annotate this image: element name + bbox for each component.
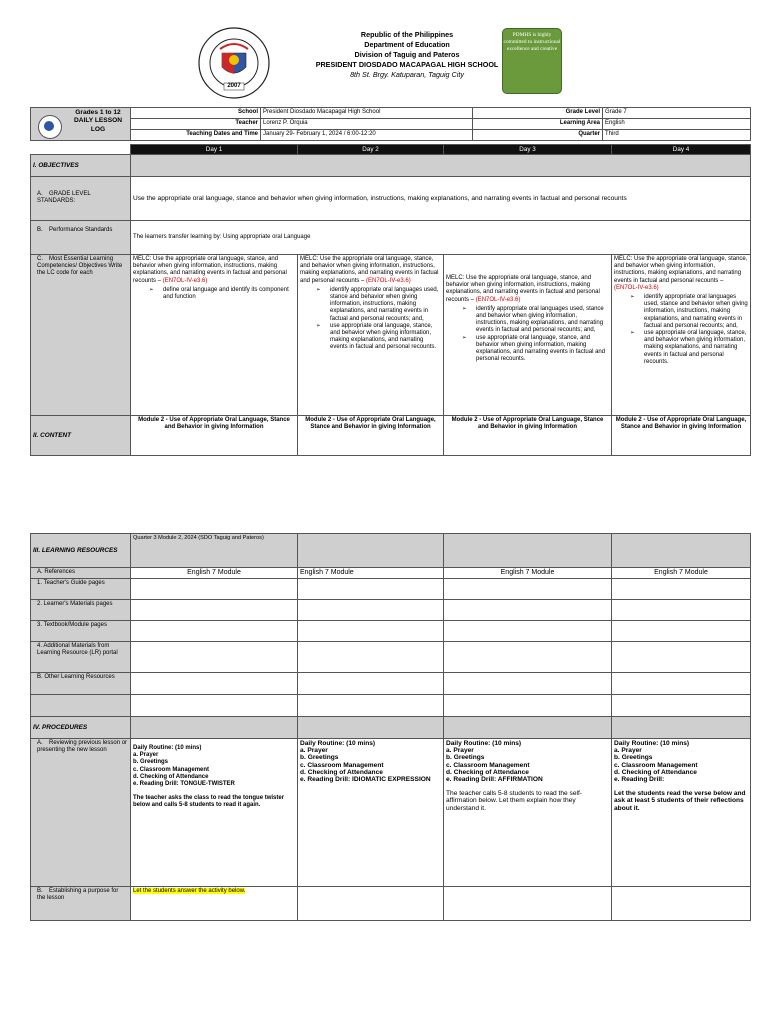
content-day-3: Module 2 - Use of Appropriate Oral Language, Stance and Behavior in giving Information xyxy=(444,416,612,456)
grade-level-standards-text: Use the appropriate oral language, stance and behavior when giving information, instructions, making explanations, and narrating events in factual and personal recounts xyxy=(131,177,751,221)
teaching-dates-label: Teaching Dates and Time xyxy=(131,130,261,141)
objective-bullet: ➢ use appropriate oral language, stance, and behavior when giving information, making explanations, and narrating events in factual and personal recounts. xyxy=(644,330,748,366)
reference-day-4: English 7 Module xyxy=(612,568,751,579)
learning-area-label: Learning Area xyxy=(473,119,603,130)
log-title-1: DAILY LESSON xyxy=(73,117,122,125)
other-resources-label: B. Other Learning Resources xyxy=(31,673,131,695)
reference-day-1: English 7 Module xyxy=(131,568,298,579)
reference-day-3: English 7 Module xyxy=(444,568,612,579)
establishing-purpose-label: B. Establishing a purpose for the lesson xyxy=(31,887,131,921)
objective-bullet: ➢ use appropriate oral language, stance, and behavior when giving information, making explanations, and narrating events in factual and personal recounts. xyxy=(330,323,441,352)
objectives-heading: I. OBJECTIVES xyxy=(31,155,131,177)
objective-bullet: ➢ use appropriate oral language, stance, and behavior when giving information, making explanations, and narrating events in factual and personal recounts. xyxy=(476,335,609,364)
references-label: A. References xyxy=(31,568,131,579)
procedure-a-day-3: Daily Routine: (10 mins) a. Prayer b. Greetings c. Classroom Management d. Checking of Attendance e. Reading Drill: AFFIRMATION The teacher calls 5-8 students to read the self-affirmation below. Let them explain how they understand it. xyxy=(444,739,612,887)
learning-area-value: English xyxy=(603,119,751,130)
textbook-label: 3. Textbook/Module pages xyxy=(31,621,131,642)
deped-logo xyxy=(38,115,62,139)
grade-level-label: Grade Level xyxy=(473,108,603,119)
procedures-heading: IV. PROCEDURES xyxy=(31,717,131,739)
competency-day-1: MELC: Use the appropriate oral language, stance, and behavior when giving information, instructions, making explanations, and narrating events in factual and personal recounts – (EN7OL-IV-e3.6) ➢ define oral language and identify its component and function xyxy=(131,255,298,416)
log-title-2: LOG xyxy=(90,125,106,133)
additional-materials-label: 4. Additional Materials from Learning Resource (LR) portal xyxy=(31,642,131,673)
objective-bullet: ➢ identify appropriate oral languages used, stance and behavior when giving information, instructions, making explanations, and narrating events in factual and personal recounts; and, xyxy=(476,306,609,335)
log-info-table xyxy=(30,107,751,141)
procedure-b-day-1: Let the students answer the activity below. xyxy=(131,887,298,921)
grade-level-value: Grade 7 xyxy=(603,108,751,119)
header-deped: Department of Education xyxy=(364,40,450,49)
school-seal-logo xyxy=(198,27,270,99)
reviewing-lesson-label: A. Reviewing previous lesson or presenting the new lesson xyxy=(31,739,131,887)
teachers-guide-label: 1. Teacher's Guide pages xyxy=(31,579,131,600)
day-2-header: Day 2 xyxy=(298,145,444,155)
quarter-value: Third xyxy=(603,130,751,141)
competencies-label: C. Most Essential Learning Competencies/ Objectives Write the LC code for each xyxy=(31,255,131,416)
reference-day-2: English 7 Module xyxy=(298,568,444,579)
log-grades: Grades 1 to 12 xyxy=(75,109,121,116)
resources-note: Quarter 3 Module 2, 2024 (SDO Taguig and Pateros) xyxy=(131,534,298,568)
objective-bullet: ➢ identify appropriate oral languages used, stance and behavior when giving information, instructions, making explanations, and narrating events in factual and personal recounts; and, xyxy=(644,294,748,330)
learners-materials-label: 2. Learner's Materials pages xyxy=(31,600,131,621)
performance-standards-text: The learners transfer learning by: Using appropriate oral Language xyxy=(131,221,751,255)
header-republic: Republic of the Philippines xyxy=(360,30,454,39)
school-value: President Diosdado Macapagal High School xyxy=(261,108,473,119)
grade-level-standards-label: A. GRADE LEVEL STANDARDS: xyxy=(31,177,131,221)
deped-logo-cell xyxy=(31,108,131,141)
seal-year: 2007 xyxy=(227,83,241,89)
day-4-header: Day 4 xyxy=(612,145,751,155)
quarter-label: Quarter xyxy=(473,130,603,141)
school-header xyxy=(276,30,538,80)
objective-bullet: ➢ define oral language and identify its component and function xyxy=(163,287,295,301)
competency-day-3: MELC: Use the appropriate oral language, stance, and behavior when giving information, instructions, making explanations, and narrating events in factual and personal recounts – (EN7OL-IV-e3.6) ➢ identify appropriate oral languages used, stance and behavior when giving information, instructions, making explanations, and narrating events in factual and personal recounts; and, ➢ use appropriate oral language, stance, and behavior when giving information, making explanations, and narrating events in factual and personal recounts. xyxy=(444,255,612,416)
day-3-header: Day 3 xyxy=(444,145,612,155)
procedure-a-day-1: Daily Routine: (10 mins) a. Prayer b. Greetings c. Classroom Management d. Checking of Attendance e. Reading Drill: TONGUE-TWISTER The teacher asks the class to read the tongue twister below and calls 5-8 students to read it again. xyxy=(131,739,298,887)
content-heading: II. CONTENT xyxy=(31,416,131,456)
competency-day-2: MELC: Use the appropriate oral language, stance, and behavior when giving information, instructions, making explanations, and narrating events in factual and personal recounts – (EN7OL-IV-e3.6) ➢ identify appropriate oral languages used, stance and behavior when giving information, instructions, making explanations, and narrating events in factual and personal recounts; and, ➢ use appropriate oral language, stance, and behavior when giving information, making explanations, and narrating events in factual and personal recounts. xyxy=(298,255,444,416)
header-address: 8th St. Brgy. Katuparan, Taguig City xyxy=(350,70,464,79)
teacher-label: Teacher xyxy=(131,119,261,130)
teacher-value: Lorenz P. Orquia xyxy=(261,119,473,130)
objective-bullet: ➢ identify appropriate oral languages used, stance and behavior when giving information, instructions, making explanations, and narrating events in factual and personal recounts; and, xyxy=(330,287,441,323)
content-day-4: Module 2 - Use of Appropriate Oral Language, Stance and Behavior in giving Information xyxy=(612,416,751,456)
teaching-dates-value: January 29- February 1, 2024 / 6:00-12:20 xyxy=(261,130,473,141)
resources-procedures-table xyxy=(30,533,751,921)
header-division: Division of Taguig and Pateros xyxy=(354,50,460,59)
content-day-2: Module 2 - Use of Appropriate Oral Language, Stance and Behavior in giving Information xyxy=(298,416,444,456)
objectives-table xyxy=(30,144,751,456)
commitment-badge: PDMHS is highly committed to instructional excellence and creative xyxy=(502,28,562,94)
procedure-a-day-4: Daily Routine: (10 mins) a. Prayer b. Greetings c. Classroom Management d. Checking of Attendance e. Reading Drill: Let the students read the verse below and ask at least 5 students of their reflections about it. xyxy=(612,739,751,887)
procedure-a-day-2: Daily Routine: (10 mins) a. Prayer b. Greetings c. Classroom Management d. Checking of Attendance e. Reading Drill: IDIOMATIC EXPRESSION xyxy=(298,739,444,887)
day-1-header: Day 1 xyxy=(131,145,298,155)
content-day-1: Module 2 - Use of Appropriate Oral Language, Stance and Behavior in giving Information xyxy=(131,416,298,456)
competency-day-4: MELC: Use the appropriate oral language, stance, and behavior when giving information, instructions, making explanations, and narrating events in factual and personal recounts – (EN7OL-IV-e3.6) ➢ identify appropriate oral languages used, stance and behavior when giving information, instructions, making explanations, and narrating events in factual and personal recounts; and, ➢ use appropriate oral language, stance, and behavior when giving information, making explanations, and narrating events in factual and personal recounts. xyxy=(612,255,751,416)
performance-standards-label: B. Performance Standards xyxy=(31,221,131,255)
header-school-name: PRESIDENT DIOSDADO MACAPAGAL HIGH SCHOOL xyxy=(315,60,499,69)
school-label: School xyxy=(131,108,261,119)
resources-heading: III. LEARNING RESOURCES xyxy=(31,534,131,568)
